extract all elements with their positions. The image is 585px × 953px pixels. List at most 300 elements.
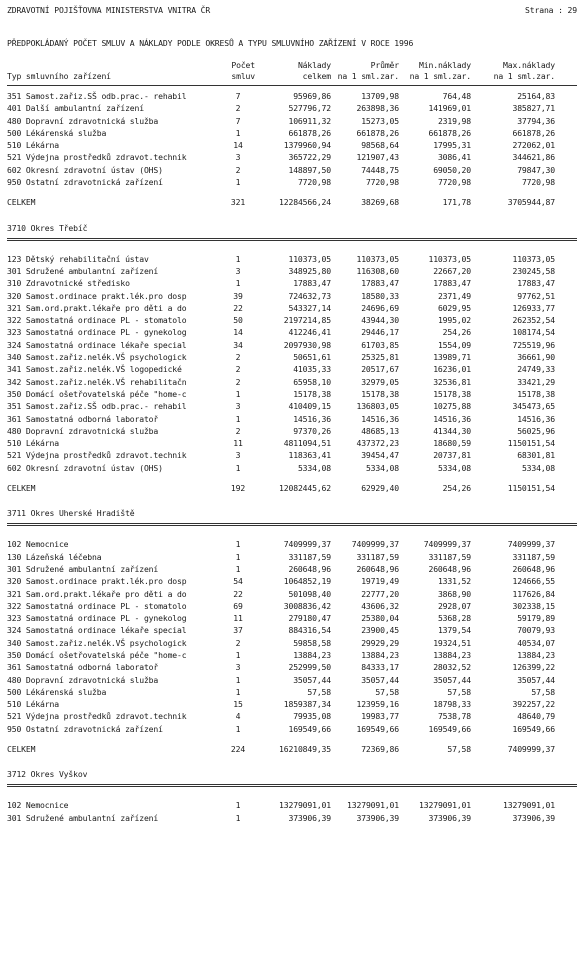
table-row xyxy=(7,698,577,710)
cell-count: 3 xyxy=(235,401,241,412)
cell-min: 13279091,01 xyxy=(419,800,471,811)
cell-max: 37794,36 xyxy=(517,115,555,126)
cell-costs: 331187,59 xyxy=(288,551,331,562)
cell-type: 480 Dopravní zdravotnická služba xyxy=(7,674,159,685)
cell-min: 5334,08 xyxy=(437,462,471,473)
column-headers xyxy=(7,60,577,82)
cell-count: 14 xyxy=(233,327,243,338)
cell-min: 764,48 xyxy=(442,91,471,101)
cell-average: 25325,81 xyxy=(361,352,399,363)
cell-count: 54 xyxy=(233,576,243,587)
cell-type: 480 Dopravní zdravotnická služba xyxy=(7,425,159,436)
cell-average: 17883,47 xyxy=(361,278,399,289)
cell-costs: 543327,14 xyxy=(288,302,331,313)
cell-average: 38269,68 xyxy=(361,197,399,208)
cell-count: 1 xyxy=(235,800,241,811)
cell-average: 169549,66 xyxy=(356,723,399,734)
cell-count: 14 xyxy=(233,140,243,151)
cell-min: 171,78 xyxy=(442,197,471,208)
cell-average: 19983,77 xyxy=(361,711,399,722)
cell-min: 28032,52 xyxy=(433,662,471,673)
cell-costs: 527796,72 xyxy=(288,103,331,114)
cell-type: CELKEM xyxy=(7,744,36,755)
cell-max: 97762,51 xyxy=(517,290,555,301)
cell-max: 56025,96 xyxy=(517,425,555,436)
cell-type: 510 Lékárna xyxy=(7,699,59,710)
cell-max: 230245,58 xyxy=(512,265,555,276)
report-title: PŘEDPOKLÁDANÝ POČET SMLUV A NÁKLADY PODLE OKRESŮ A TYPU SMLUVNÍHO ZAŘÍZENÍ V ROCE 1996 xyxy=(7,38,414,48)
cell-min: 22667,20 xyxy=(433,265,471,276)
table-row xyxy=(7,413,577,425)
cell-type: 322 Samostatná ordinace PL - stomatolo xyxy=(7,315,187,326)
cell-min: 2928,07 xyxy=(437,600,471,611)
cell-average: 19719,49 xyxy=(361,576,399,587)
cell-type: 521 Výdejna prostředků zdravot.technik xyxy=(7,152,187,163)
cell-average: 260648,96 xyxy=(356,563,399,574)
cell-max: 126933,77 xyxy=(512,302,555,313)
table-row xyxy=(7,425,577,437)
table-row xyxy=(7,575,577,587)
cell-min: 10275,88 xyxy=(433,401,471,412)
cell-costs: 412246,41 xyxy=(288,327,331,338)
cell-average: 7720,98 xyxy=(365,177,399,188)
cell-average: 13279091,01 xyxy=(347,800,399,811)
table-row xyxy=(7,351,577,363)
cell-count: 3 xyxy=(235,265,241,276)
cell-average: 39454,47 xyxy=(361,450,399,461)
cell-average: 61703,85 xyxy=(361,339,399,350)
cell-min: 13989,71 xyxy=(433,352,471,363)
cell-count: 1 xyxy=(235,539,241,550)
cell-costs: 57,58 xyxy=(307,686,331,697)
cell-max: 36661,90 xyxy=(517,352,555,363)
cell-min: 3868,90 xyxy=(437,588,471,599)
cell-type: 361 Samostatná odborná laboratoř xyxy=(7,662,159,673)
cell-average: 20517,67 xyxy=(361,364,399,375)
total-row xyxy=(7,743,577,755)
table-row xyxy=(7,314,577,326)
cell-max: 14516,36 xyxy=(517,413,555,424)
cell-max: 110373,05 xyxy=(512,253,555,264)
cell-average: 116308,60 xyxy=(356,265,399,276)
cell-min: 1554,09 xyxy=(437,339,471,350)
report-body xyxy=(7,90,577,824)
cell-max: 272062,01 xyxy=(512,140,555,151)
cell-type: 351 Samost.zařiz.SŠ odb.prac.- rehabil xyxy=(7,401,187,412)
total-row xyxy=(7,196,577,208)
cell-max: 331187,59 xyxy=(512,551,555,562)
cell-type: 301 Sdružené ambulantní zařízení xyxy=(7,563,159,574)
cell-min: 13884,23 xyxy=(433,649,471,660)
cell-min: 2371,49 xyxy=(437,290,471,301)
cell-count: 2 xyxy=(235,103,241,114)
table-row xyxy=(7,551,577,563)
cell-count: 11 xyxy=(233,438,243,449)
cell-max: 25164,83 xyxy=(517,91,555,101)
cell-count: 1 xyxy=(235,563,241,574)
cell-type: 500 Lékárenská služba xyxy=(7,686,107,697)
cell-max: 5334,08 xyxy=(521,462,555,473)
cell-max: 725519,96 xyxy=(512,339,555,350)
cell-costs: 7409999,37 xyxy=(283,539,331,550)
cell-costs: 279180,47 xyxy=(288,613,331,624)
cell-max: 15178,38 xyxy=(517,388,555,399)
cell-count: 2 xyxy=(235,364,241,375)
cell-min: 7720,98 xyxy=(437,177,471,188)
table-row xyxy=(7,600,577,612)
col-max: Max.náklady na 1 sml.zar. xyxy=(493,60,555,81)
cell-average: 84333,17 xyxy=(361,662,399,673)
cell-costs: 12284566,24 xyxy=(279,197,331,208)
cell-min: 1331,52 xyxy=(437,576,471,587)
cell-costs: 1859387,34 xyxy=(283,699,331,710)
table-row xyxy=(7,363,577,375)
table-row xyxy=(7,127,577,139)
cell-min: 1379,54 xyxy=(437,625,471,636)
cell-max: 117626,84 xyxy=(512,588,555,599)
cell-max: 79847,30 xyxy=(517,164,555,175)
cell-max: 1150151,54 xyxy=(507,483,555,494)
cell-count: 2 xyxy=(235,164,241,175)
cell-costs: 13884,23 xyxy=(293,649,331,660)
cell-type: 301 Sdružené ambulantní zařízení xyxy=(7,265,159,276)
table-row xyxy=(7,624,577,636)
cell-costs: 118363,41 xyxy=(288,450,331,461)
cell-costs: 252999,50 xyxy=(288,662,331,673)
cell-type: 340 Samost.zařiz.nelék.VŠ psychologick xyxy=(7,352,187,363)
spacer xyxy=(7,530,577,538)
table-row xyxy=(7,449,577,461)
table-row xyxy=(7,723,577,735)
cell-average: 72369,86 xyxy=(361,744,399,755)
cell-costs: 4811094,51 xyxy=(283,438,331,449)
cell-type: 123 Dětský rehabilitační ústav xyxy=(7,253,149,264)
cell-min: 18680,59 xyxy=(433,438,471,449)
col-min: Min.náklady na 1 sml.zar. xyxy=(409,60,471,81)
cell-type: 342 Samost.zařiz.nelék.VŠ rehabilitačn xyxy=(7,376,187,387)
cell-count: 3 xyxy=(235,662,241,673)
cell-costs: 65958,10 xyxy=(293,376,331,387)
cell-min: 661878,26 xyxy=(428,127,471,138)
cell-type: 521 Výdejna prostředků zdravot.technik xyxy=(7,450,187,461)
cell-count: 1 xyxy=(235,649,241,660)
cell-average: 48685,13 xyxy=(361,425,399,436)
cell-min: 5368,28 xyxy=(437,613,471,624)
section-rule xyxy=(7,784,577,787)
cell-type: 324 Samostatná ordinace lékaře special xyxy=(7,339,187,350)
table-row xyxy=(7,388,577,400)
cell-type: 323 Samostatná ordinace PL - gynekolog xyxy=(7,327,187,338)
section-rule xyxy=(7,238,577,241)
cell-type: 950 Ostatní zdravotnická zařízení xyxy=(7,177,163,188)
cell-type: 320 Samost.ordinace prakt.lék.pro dosp xyxy=(7,290,187,301)
cell-type: 401 Další ambulantní zařízení xyxy=(7,103,144,114)
cell-max: 124666,55 xyxy=(512,576,555,587)
table-row xyxy=(7,710,577,722)
cell-costs: 14516,36 xyxy=(293,413,331,424)
cell-average: 13884,23 xyxy=(361,649,399,660)
cell-max: 126399,22 xyxy=(512,662,555,673)
page-number: Strana : 29 xyxy=(525,5,577,15)
table-row xyxy=(7,151,577,163)
cell-max: 17883,47 xyxy=(517,278,555,289)
table-row xyxy=(7,649,577,661)
cell-count: 22 xyxy=(233,588,243,599)
table-row xyxy=(7,277,577,289)
cell-costs: 884316,54 xyxy=(288,625,331,636)
cell-count: 39 xyxy=(233,290,243,301)
cell-min: 254,26 xyxy=(442,327,471,338)
cell-max: 345473,65 xyxy=(512,401,555,412)
table-row xyxy=(7,563,577,575)
cell-count: 1 xyxy=(235,127,241,138)
cell-type: 320 Samost.ordinace prakt.lék.pro dosp xyxy=(7,576,187,587)
cell-count: 50 xyxy=(233,315,243,326)
table-row xyxy=(7,265,577,277)
cell-count: 22 xyxy=(233,302,243,313)
cell-count: 1 xyxy=(235,674,241,685)
cell-count: 224 xyxy=(230,744,246,755)
cell-average: 32979,05 xyxy=(361,376,399,387)
cell-type: 480 Dopravní zdravotnická služba xyxy=(7,115,159,126)
table-row xyxy=(7,253,577,265)
cell-costs: 501098,40 xyxy=(288,588,331,599)
cell-count: 1 xyxy=(235,462,241,473)
cell-max: 7409999,37 xyxy=(507,539,555,550)
table-row xyxy=(7,588,577,600)
cell-max: 57,58 xyxy=(531,686,555,697)
cell-average: 13709,98 xyxy=(361,91,399,101)
cell-costs: 661878,26 xyxy=(288,127,331,138)
cell-count: 2 xyxy=(235,637,241,648)
cell-costs: 7720,98 xyxy=(297,177,331,188)
cell-type: 602 Okresní zdravotní ústav (OHS) xyxy=(7,462,163,473)
cell-average: 123959,16 xyxy=(356,699,399,710)
cell-min: 32536,81 xyxy=(433,376,471,387)
cell-max: 7720,98 xyxy=(521,177,555,188)
table-row xyxy=(7,164,577,176)
cell-type: 130 Lázeňská léčebna xyxy=(7,551,102,562)
cell-min: 7409999,37 xyxy=(423,539,471,550)
cell-costs: 365722,29 xyxy=(288,152,331,163)
cell-average: 661878,26 xyxy=(356,127,399,138)
cell-min: 373906,39 xyxy=(428,812,471,823)
cell-max: 169549,66 xyxy=(512,723,555,734)
cell-average: 437372,23 xyxy=(356,438,399,449)
cell-costs: 2197214,85 xyxy=(283,315,331,326)
table-row xyxy=(7,538,577,550)
cell-type: 310 Zdravotnické středisko xyxy=(7,278,130,289)
cell-type: 351 Samost.zařiz.SŠ odb.prac.- rehabil xyxy=(7,91,187,101)
section-rule xyxy=(7,523,577,526)
table-row xyxy=(7,115,577,127)
cell-max: 13884,23 xyxy=(517,649,555,660)
cell-min: 110373,05 xyxy=(428,253,471,264)
cell-average: 29446,17 xyxy=(361,327,399,338)
cell-type: 950 Ostatní zdravotnická zařízení xyxy=(7,723,163,734)
cell-average: 331187,59 xyxy=(356,551,399,562)
cell-costs: 12082445,62 xyxy=(279,483,331,494)
cell-type: CELKEM xyxy=(7,197,36,208)
cell-min: 57,58 xyxy=(447,686,471,697)
cell-min: 2319,98 xyxy=(437,115,471,126)
table-row xyxy=(7,612,577,624)
cell-min: 41344,30 xyxy=(433,425,471,436)
table-row xyxy=(7,139,577,151)
cell-type: 340 Samost.zařiz.nelék.VŠ psychologick xyxy=(7,637,187,648)
cell-min: 15178,38 xyxy=(433,388,471,399)
cell-count: 3 xyxy=(235,152,241,163)
cell-type: 350 Domácí ošetřovatelská péče "home-c xyxy=(7,388,187,399)
cell-costs: 260648,96 xyxy=(288,563,331,574)
cell-count: 2 xyxy=(235,425,241,436)
cell-count: 4 xyxy=(235,711,241,722)
cell-costs: 35057,44 xyxy=(293,674,331,685)
cell-count: 1 xyxy=(235,278,241,289)
cell-count: 1 xyxy=(235,388,241,399)
cell-min: 19324,51 xyxy=(433,637,471,648)
cell-min: 57,58 xyxy=(447,744,471,755)
spacer xyxy=(7,245,577,253)
cell-average: 15273,05 xyxy=(361,115,399,126)
table-row xyxy=(7,462,577,474)
table-row xyxy=(7,326,577,338)
cell-average: 22777,20 xyxy=(361,588,399,599)
table-row xyxy=(7,102,577,114)
cell-type: 341 Samost.zařiz.nelék.VŠ logopedické xyxy=(7,364,182,375)
district-title: 3711 Okres Uherské Hradiště xyxy=(7,508,135,519)
cell-count: 1 xyxy=(235,723,241,734)
cell-average: 136803,05 xyxy=(356,401,399,412)
cell-average: 62929,40 xyxy=(361,483,399,494)
cell-min: 20737,81 xyxy=(433,450,471,461)
cell-type: 321 Sam.ord.prakt.lékaře pro děti a do xyxy=(7,588,187,599)
cell-max: 661878,26 xyxy=(512,127,555,138)
cell-costs: 41035,33 xyxy=(293,364,331,375)
table-row xyxy=(7,339,577,351)
cell-min: 254,26 xyxy=(442,483,471,494)
cell-costs: 410409,15 xyxy=(288,401,331,412)
cell-count: 2 xyxy=(235,376,241,387)
cell-type: CELKEM xyxy=(7,483,36,494)
cell-costs: 348925,80 xyxy=(288,265,331,276)
cell-max: 262352,54 xyxy=(512,315,555,326)
cell-type: 321 Sam.ord.prakt.lékaře pro děti a do xyxy=(7,302,187,313)
cell-count: 1 xyxy=(235,413,241,424)
cell-costs: 1064852,19 xyxy=(283,576,331,587)
table-row xyxy=(7,376,577,388)
cell-average: 43606,32 xyxy=(361,600,399,611)
cell-min: 17995,31 xyxy=(433,140,471,151)
col-costs: Náklady celkem xyxy=(297,60,331,81)
cell-max: 344621,86 xyxy=(512,152,555,163)
cell-max: 70079,93 xyxy=(517,625,555,636)
cell-count: 15 xyxy=(233,699,243,710)
cell-average: 373906,39 xyxy=(356,812,399,823)
cell-count: 2 xyxy=(235,352,241,363)
district-title: 3710 Okres Třebíč xyxy=(7,222,88,233)
cell-average: 121907,43 xyxy=(356,152,399,163)
cell-min: 141969,01 xyxy=(428,103,471,114)
cell-costs: 106911,32 xyxy=(288,115,331,126)
cell-max: 260648,96 xyxy=(512,563,555,574)
cell-max: 1150151,54 xyxy=(507,438,555,449)
cell-max: 40534,07 xyxy=(517,637,555,648)
cell-count: 34 xyxy=(233,339,243,350)
cell-min: 69050,20 xyxy=(433,164,471,175)
cell-type: 510 Lékárna xyxy=(7,438,59,449)
spacer xyxy=(7,791,577,799)
cell-max: 3705944,87 xyxy=(507,197,555,208)
cell-costs: 16210849,35 xyxy=(279,744,331,755)
cell-costs: 724632,73 xyxy=(288,290,331,301)
table-row xyxy=(7,400,577,412)
cell-min: 16236,01 xyxy=(433,364,471,375)
cell-max: 68301,81 xyxy=(517,450,555,461)
cell-count: 1 xyxy=(235,551,241,562)
cell-costs: 169549,66 xyxy=(288,723,331,734)
table-row xyxy=(7,674,577,686)
cell-min: 17883,47 xyxy=(433,278,471,289)
cell-average: 14516,36 xyxy=(361,413,399,424)
cell-count: 37 xyxy=(233,625,243,636)
cell-max: 7409999,37 xyxy=(507,744,555,755)
cell-costs: 2097930,98 xyxy=(283,339,331,350)
table-row xyxy=(7,302,577,314)
cell-min: 3086,41 xyxy=(437,152,471,163)
cell-max: 33421,29 xyxy=(517,376,555,387)
cell-max: 35057,44 xyxy=(517,674,555,685)
cell-count: 321 xyxy=(230,197,246,208)
institution-name: ZDRAVOTNÍ POJIŠŤOVNA MINISTERSTVA VNITRA ČR xyxy=(7,5,211,15)
cell-max: 24749,33 xyxy=(517,364,555,375)
cell-max: 302338,15 xyxy=(512,600,555,611)
cell-type: 323 Samostatná ordinace PL - gynekolog xyxy=(7,613,187,624)
cell-min: 169549,66 xyxy=(428,723,471,734)
table-row xyxy=(7,686,577,698)
cell-average: 35057,44 xyxy=(361,674,399,685)
cell-count: 7 xyxy=(235,115,241,126)
cell-average: 98568,64 xyxy=(361,140,399,151)
cell-max: 13279091,01 xyxy=(503,800,555,811)
cell-average: 5334,08 xyxy=(365,462,399,473)
cell-type: 324 Samostatná ordinace lékaře special xyxy=(7,625,187,636)
cell-type: 102 Nemocnice xyxy=(7,539,69,550)
cell-costs: 110373,05 xyxy=(288,253,331,264)
col-type: Typ smluvního zařízení xyxy=(7,71,111,81)
cell-costs: 79935,08 xyxy=(293,711,331,722)
cell-count: 1 xyxy=(235,253,241,264)
cell-max: 108174,54 xyxy=(512,327,555,338)
cell-type: 510 Lékárna xyxy=(7,140,59,151)
cell-count: 1 xyxy=(235,686,241,697)
cell-costs: 373906,39 xyxy=(288,812,331,823)
district-title: 3712 Okres Vyškov xyxy=(7,769,88,780)
table-row xyxy=(7,799,577,811)
cell-count: 192 xyxy=(230,483,246,494)
cell-costs: 13279091,01 xyxy=(279,800,331,811)
cell-type: 102 Nemocnice xyxy=(7,800,69,811)
cell-average: 15178,38 xyxy=(361,388,399,399)
cell-type: 301 Sdružené ambulantní zařízení xyxy=(7,812,159,823)
report-header xyxy=(7,5,577,19)
cell-min: 1995,02 xyxy=(437,315,471,326)
table-row xyxy=(7,637,577,649)
cell-min: 18798,33 xyxy=(433,699,471,710)
table-row xyxy=(7,437,577,449)
cell-average: 24696,69 xyxy=(361,302,399,313)
cell-min: 6029,95 xyxy=(437,302,471,313)
